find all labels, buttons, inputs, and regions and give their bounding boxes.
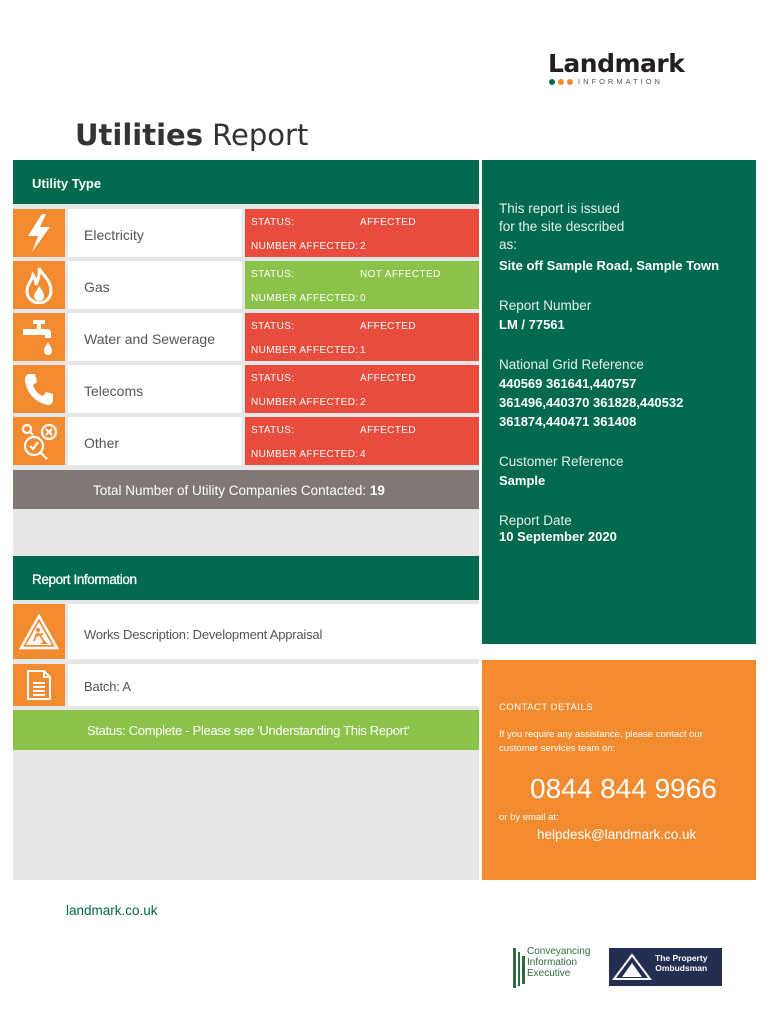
phone-icon — [13, 365, 65, 413]
utility-row-telecoms — [13, 365, 479, 413]
tap-icon — [13, 313, 65, 361]
customer-reference-label: Customer Reference — [499, 454, 624, 469]
utility-name: Other — [68, 417, 242, 465]
contact-phone[interactable]: 0844 844 9966 — [530, 773, 717, 804]
utility-status-box: STATUS: AFFECTED NUMBER AFFECTED: 2 — [245, 209, 479, 257]
utility-status-box: STATUS: AFFECTED NUMBER AFFECTED: 1 — [245, 313, 479, 361]
utility-status-box: STATUS: AFFECTED NUMBER AFFECTED: 2 — [245, 365, 479, 413]
grid-reference-line-1: 440569 361641,440757 — [499, 376, 637, 391]
property-ombudsman-logo: The Property Ombudsman — [609, 948, 722, 986]
report-number: LM / 77561 — [499, 317, 565, 332]
report-information-heading: Report Information — [13, 556, 479, 600]
page-title: Utilities Report — [75, 118, 309, 152]
mountain-icon — [612, 953, 652, 981]
utility-name: Gas — [68, 261, 242, 309]
flame-icon — [13, 261, 65, 309]
issued-label: This report is issued for the site described as: — [499, 201, 625, 252]
utility-type-heading: Utility Type — [13, 160, 479, 204]
grid-reference-line-2: 361496,440370 361828,440532 — [499, 395, 684, 410]
utility-name: Telecoms — [68, 365, 242, 413]
contact-panel — [482, 660, 756, 880]
contact-heading: CONTACT DETAILS — [499, 702, 594, 713]
number-affected-value: 2 — [360, 241, 366, 252]
grid-reference-label: National Grid Reference — [499, 357, 644, 372]
utility-name: Water and Sewerage — [68, 313, 242, 361]
utility-name: Electricity — [68, 209, 242, 257]
total-companies-value: 19 — [369, 483, 385, 498]
report-status-bar: Status: Complete - Please see 'Understanding This Report' — [13, 710, 479, 750]
utility-row-water — [13, 313, 479, 361]
number-affected-value: 4 — [360, 449, 366, 460]
report-date-label: Report Date — [499, 513, 572, 528]
status-value: AFFECTED — [360, 425, 416, 436]
report-number-label: Report Number — [499, 298, 592, 313]
number-affected-value: 1 — [360, 345, 366, 356]
cie-bars-icon — [512, 948, 526, 988]
utility-status-box: STATUS: NOT AFFECTED NUMBER AFFECTED: 0 — [245, 261, 479, 309]
number-affected-value: 0 — [360, 293, 366, 304]
lightning-icon — [13, 209, 65, 257]
logo-dots-icon — [549, 79, 573, 85]
status-value: AFFECTED — [360, 217, 416, 228]
footer-website-link[interactable]: landmark.co.uk — [66, 903, 158, 918]
contact-email-link[interactable]: helpdesk@landmark.co.uk — [537, 827, 697, 842]
logo-subtitle: INFORMATION — [578, 77, 663, 86]
contact-text: If you require any assistance, please contact our customer services team on: — [499, 729, 703, 754]
contact-email-label: or by email at: — [499, 812, 559, 823]
batch-row — [13, 664, 479, 706]
status-value: NOT AFFECTED — [360, 269, 441, 280]
search-check-icon — [13, 417, 65, 465]
status-value: AFFECTED — [360, 321, 416, 332]
customer-reference: Sample — [499, 473, 546, 488]
report-date: 10 September 2020 — [499, 529, 617, 544]
site-address: Site off Sample Road, Sample Town — [499, 258, 720, 273]
roadworks-sign-icon — [13, 604, 65, 659]
status-value: AFFECTED — [360, 373, 416, 384]
utility-row-other — [13, 417, 479, 465]
utility-status-box: STATUS: AFFECTED NUMBER AFFECTED: 4 — [245, 417, 479, 465]
document-icon — [13, 664, 65, 706]
logo-wordmark: Landmark — [548, 49, 685, 78]
total-companies-bar: Total Number of Utility Companies Contacted: 19 — [13, 470, 479, 509]
grid-reference-line-3: 361874,440471 361408 — [499, 414, 637, 429]
landmark-logo — [548, 50, 708, 90]
conveyancing-information-executive-logo: Conveyancing Information Executive — [512, 946, 604, 990]
site-details-panel — [482, 160, 756, 644]
number-affected-value: 2 — [360, 397, 366, 408]
works-description: Works Description: Development Appraisal — [68, 604, 479, 659]
utility-row-electricity — [13, 209, 479, 257]
utility-row-gas — [13, 261, 479, 309]
batch-value: Batch: A — [68, 664, 479, 706]
works-description-row — [13, 604, 479, 659]
